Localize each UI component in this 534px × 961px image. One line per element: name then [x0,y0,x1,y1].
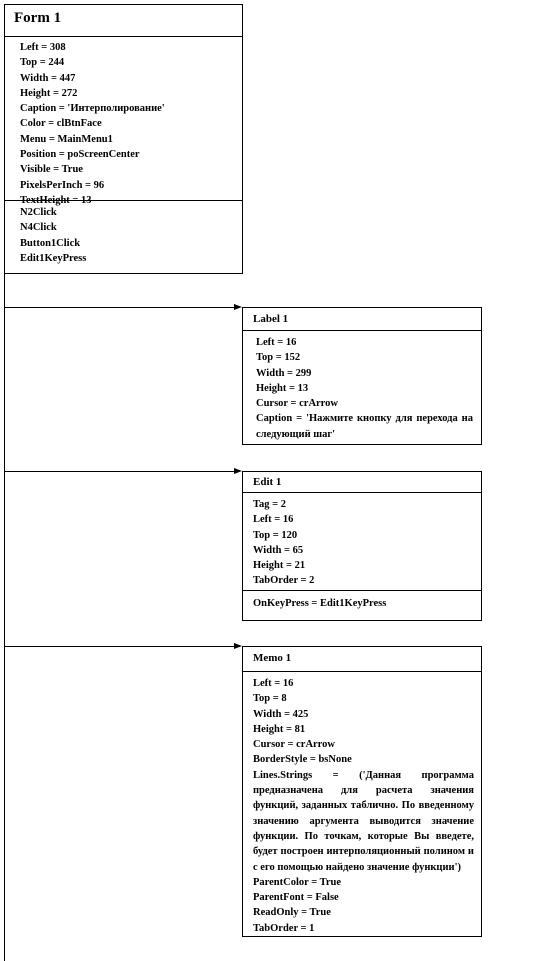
property-line: Visible = True [20,164,83,176]
property-line: Height = 21 [253,560,306,572]
property-line: Caption = 'Нажмите кнопку для перехода на следующий шаг' [256,413,473,440]
property-line: Width = 65 [253,544,304,556]
property-line: Top = 152 [256,352,301,364]
property-line: Lines.Strings = ('Данная программа предназначена для расчета значения функций, заданных таблично. По введенному значению аргумента выводится значение функции. По точкам, которые Вы введете, будет построен интерполяционный полином и с его помощью найдено значение функции') [253,769,474,873]
property-line: Left = 16 [253,514,294,526]
memo1-properties [243,672,481,936]
property-line: TabOrder = 1 [253,922,315,934]
label1-box [242,307,482,445]
property-line: Cursor = crArrow [256,398,338,410]
edit1-title: Edit 1 [243,472,481,493]
property-line: ParentColor = True [253,876,342,888]
property-line: TabOrder = 2 [253,575,315,587]
property-line: Tag = 2 [253,499,287,510]
property-line: Left = 16 [256,337,297,348]
form1-title: Form 1 [5,5,242,37]
trunk-line [4,274,5,961]
memo1-box [242,646,482,937]
arrowhead-memo1 [234,643,242,649]
branch-line-memo1 [4,646,234,647]
event-line: N2Click [20,207,57,218]
property-line: Width = 299 [256,367,312,379]
property-line: Position = poScreenCenter [20,149,140,161]
property-line: Left = 308 [20,42,66,53]
property-line: Cursor = crArrow [253,739,335,751]
label1-title: Label 1 [243,308,481,331]
property-line: Color = clBtnFace [20,118,102,130]
property-line: Height = 81 [253,723,306,735]
property-line: Height = 272 [20,87,78,99]
property-line: Menu = MainMenu1 [20,133,113,145]
property-line: Top = 8 [253,693,287,705]
branch-line-label1 [4,307,234,308]
arrowhead-edit1 [234,468,242,474]
event-line: N4Click [20,222,57,234]
property-line: Caption = 'Интерполирование' [20,103,165,115]
form1-box [4,4,243,274]
branch-line-edit1 [4,471,234,472]
property-line: PixelsPerInch = 96 [20,179,105,191]
property-line: TextHeight = 13 [20,194,92,206]
memo1-title: Memo 1 [243,647,481,672]
label1-properties [243,331,481,442]
event-line: Button1Click [20,237,81,249]
event-line: Edit1KeyPress [20,252,87,264]
edit1-properties [243,493,481,590]
property-line: Width = 447 [20,72,76,84]
property-line: ParentFont = False [253,892,339,904]
property-line: Top = 120 [253,529,298,541]
property-line: Width = 425 [253,708,309,720]
property-line: ReadOnly = True [253,907,331,919]
form1-properties [5,37,242,206]
property-line: Height = 13 [256,382,309,394]
form1-events [5,200,242,266]
edit1-events [243,590,481,611]
property-line: BorderStyle = bsNone [253,754,352,766]
arrowhead-label1 [234,304,242,310]
property-line: Left = 16 [253,678,294,689]
event-line: OnKeyPress = Edit1KeyPress [253,598,387,609]
edit1-box [242,471,482,621]
property-line: Top = 244 [20,57,65,69]
